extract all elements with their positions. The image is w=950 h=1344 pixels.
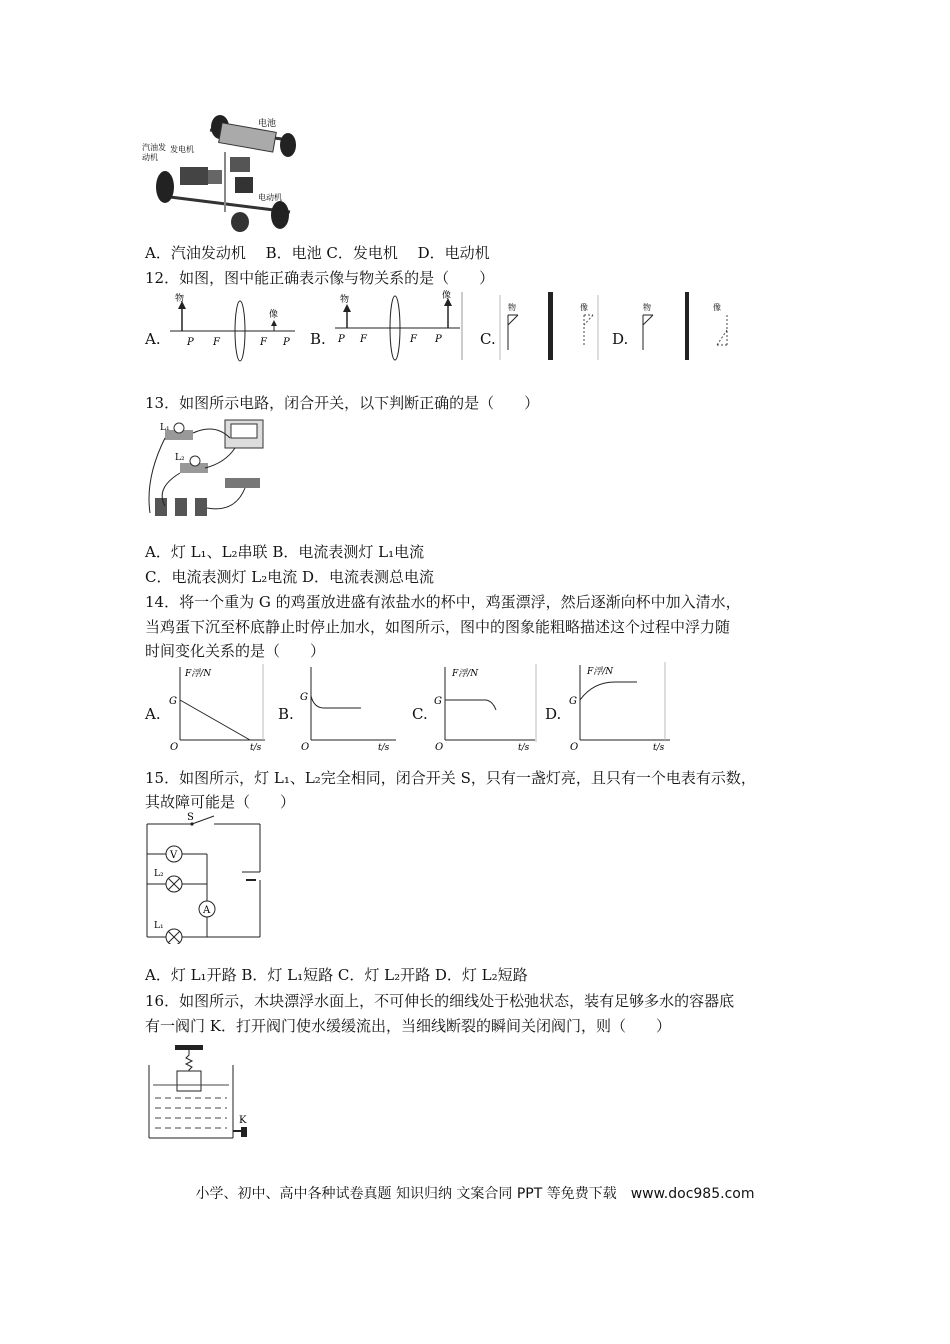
q12-figure-c [498, 290, 603, 362]
q14-stem-1: 14．将一个重为 G 的鸡蛋放进盛有浓盐水的杯中，鸡蛋漂浮，然后逐渐向杯中加入清水， [145, 593, 741, 611]
q16-container-figure [145, 1043, 255, 1143]
q14-graph-d [565, 660, 675, 752]
svg-text:F: F [360, 334, 367, 345]
svg-text:像: 像 [713, 303, 721, 312]
svg-text:L₁: L₁ [160, 423, 170, 433]
q12-label-d: D. [612, 330, 629, 348]
svg-text:S: S [187, 812, 194, 823]
svg-text:t/s: t/s [250, 743, 262, 752]
svg-text:K: K [239, 1115, 247, 1126]
hybrid-car-figure [140, 112, 300, 232]
svg-text:物: 物 [340, 295, 350, 305]
q15-options: A．灯 L₁开路 B．灯 L₁短路 C．灯 L₂开路 D．灯 L₂短路 [145, 966, 528, 984]
motor-label: 电动机 [258, 193, 282, 202]
svg-text:G: G [169, 696, 177, 707]
svg-text:F: F [260, 337, 267, 348]
svg-text:G: G [569, 696, 577, 707]
q16-stem-1: 16．如图所示，木块漂浮水面上，不可伸长的细线处于松弛状态，装有足够多水的容器底 [145, 992, 735, 1010]
svg-text:物: 物 [643, 303, 651, 312]
svg-text:像: 像 [580, 303, 588, 312]
svg-text:F: F [410, 334, 417, 345]
battery-label: 电池 [258, 119, 277, 129]
svg-text:G: G [300, 692, 308, 703]
svg-text:像: 像 [269, 310, 279, 320]
svg-text:F浮/N: F浮/N [587, 667, 614, 677]
svg-text:动机: 动机 [142, 153, 158, 162]
svg-text:L₁: L₁ [154, 921, 164, 931]
q11-options: A．汽油发动机 B．电池 C．发电机 D．电动机 [145, 244, 490, 262]
q14-label-b: B. [278, 705, 294, 723]
q15-circuit-diagram [142, 812, 267, 944]
q14-stem-2: 当鸡蛋下沉至杯底静止时停止加水，如图所示，图中的图象能粗略描述这个过程中浮力随 [145, 618, 731, 636]
svg-text:O: O [170, 742, 179, 752]
q13-options-2: C．电流表测灯 L₂电流 D．电流表测总电流 [145, 568, 435, 586]
q12-figure-d [635, 290, 740, 362]
svg-text:t/s: t/s [378, 743, 390, 752]
svg-text:V: V [170, 850, 178, 861]
svg-text:P: P [435, 334, 442, 345]
q12-figure-b [330, 290, 465, 362]
q12-figure-a [165, 293, 300, 363]
svg-text:像: 像 [442, 291, 452, 301]
svg-text:t/s: t/s [653, 743, 665, 752]
q14-graph-a [165, 662, 270, 752]
q14-stem-3: 时间变化关系的是（ ） [145, 642, 326, 660]
svg-text:O: O [301, 742, 310, 752]
q12-label-a: A. [145, 330, 161, 348]
q16-stem-2: 有一阀门 K．打开阀门使水缓缓流出，当细线断裂的瞬间关闭阀门，则（ ） [145, 1017, 671, 1035]
svg-text:L₂: L₂ [154, 869, 164, 879]
svg-text:F浮/N: F浮/N [185, 669, 212, 679]
q14-label-a: A. [145, 705, 161, 723]
q12-label-b: B. [310, 330, 326, 348]
svg-text:L₂: L₂ [175, 453, 185, 463]
svg-text:物: 物 [508, 303, 516, 312]
q13-options-1: A．灯 L₁、L₂串联 B．电流表测灯 L₁电流 [145, 543, 425, 561]
svg-text:F浮/N: F浮/N [452, 669, 479, 679]
q14-graph-c [430, 662, 540, 752]
q14-label-c: C. [412, 705, 428, 723]
svg-text:物: 物 [175, 294, 185, 304]
svg-text:F: F [213, 337, 220, 348]
q13-circuit-figure [145, 418, 265, 518]
page-footer: 小学、初中、高中各种试卷真题 知识归纳 文案合同 PPT 等免费下载 www.doc985.com [195, 1186, 755, 1202]
svg-text:P: P [283, 337, 290, 348]
q14-graph-b [296, 662, 401, 752]
q13-stem: 13．如图所示电路，闭合开关，以下判断正确的是（ ） [145, 394, 540, 412]
svg-text:P: P [338, 334, 345, 345]
svg-text:t/s: t/s [518, 743, 530, 752]
svg-text:G: G [434, 696, 442, 707]
engine-label: 汽油发 [142, 143, 166, 152]
svg-text:O: O [435, 742, 444, 752]
svg-text:O: O [570, 742, 579, 752]
generator-label: 发电机 [170, 145, 194, 154]
q15-stem-2: 其故障可能是（ ） [145, 793, 296, 811]
q15-stem-1: 15．如图所示，灯 L₁、L₂完全相同，闭合开关 S，只有一盏灯亮，且只有一个电表有示数， [145, 769, 756, 787]
svg-text:P: P [187, 337, 194, 348]
q12-label-c: C. [480, 330, 496, 348]
q12-stem: 12．如图，图中能正确表示像与物关系的是（ ） [145, 269, 495, 287]
q14-label-d: D. [545, 705, 562, 723]
svg-text:A: A [203, 905, 211, 916]
